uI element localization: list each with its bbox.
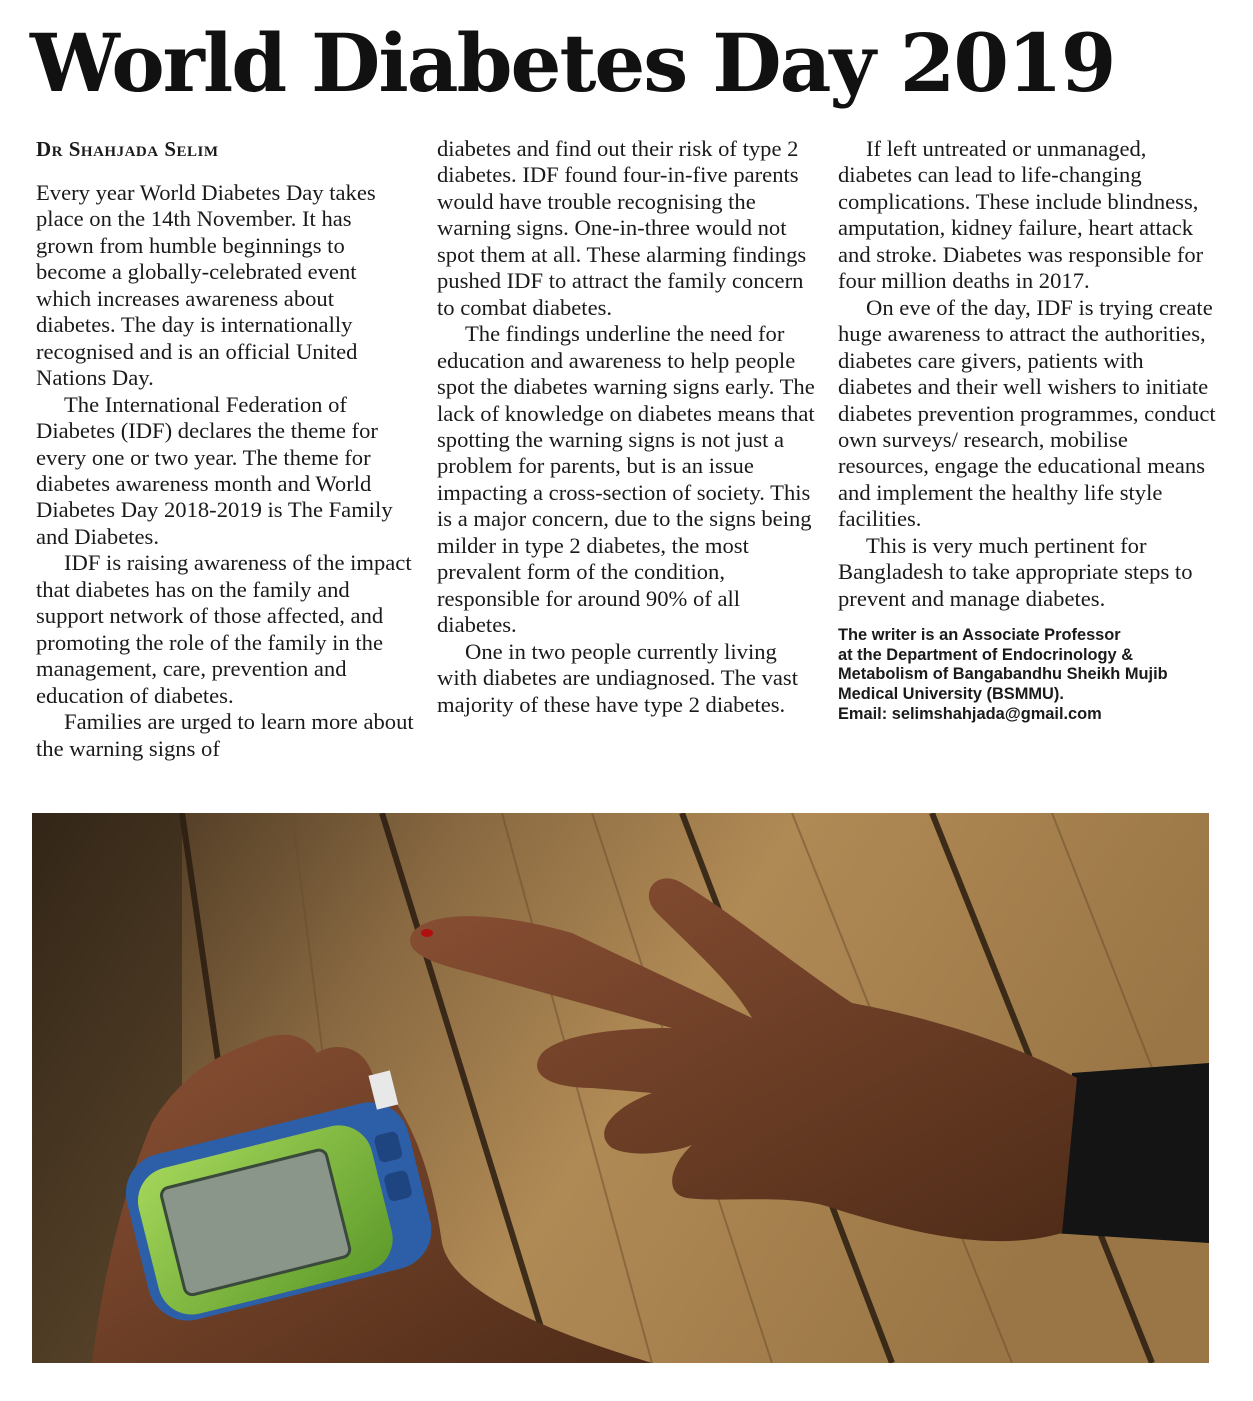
author-byline: Dr Shahjada Selim	[36, 137, 219, 161]
paragraph: Families are urged to learn more about the warning signs of	[36, 709, 414, 761]
paragraph: On eve of the day, IDF is trying create huge awareness to attract the authorities, diabetes care givers, patients with diabetes and their well wishers to initiate diabetes prevention programmes, conduct own surveys/ research, mobilise resources, engage the educational means and implement the healthy life style facilities.	[838, 294, 1216, 532]
blood-drop	[421, 929, 433, 937]
headline: World Diabetes Day 2019	[30, 16, 1115, 110]
article-photo	[32, 813, 1209, 1363]
article-column-3	[838, 136, 1223, 724]
writer-note-line: Metabolism of Bangabandhu Sheikh Mujib	[838, 665, 1168, 684]
writer-note-line: The writer is an Associate Professor	[838, 626, 1121, 645]
writer-note-line: Medical University (BSMMU).	[838, 684, 1064, 703]
writer-email: Email: selimshahjada@gmail.com	[838, 704, 1102, 723]
paragraph: diabetes and find out their risk of type 2 diabetes. IDF found four-in-five parents would have trouble recognising the warning signs. One-in-three would not spot them at all. These alarming findings pushed IDF to attract the family concern to combat diabetes.	[437, 136, 807, 320]
paragraph: If left untreated or unmanaged, diabetes can lead to life-changing complications. These include blindness, amputation, kidney failure, heart attack and stroke. Diabetes was responsible for four million deaths in 2017.	[838, 136, 1204, 294]
paragraph: One in two people currently living with diabetes are undiagnosed. The vast majority of these have type 2 diabetes.	[437, 638, 798, 717]
paragraph: IDF is raising awareness of the impact that diabetes has on the family and support network of those affected, and promoting the role of the family in the management, care, prevention and education of diabetes.	[36, 550, 412, 708]
paragraph: This is very much pertinent for Bangladesh to take appropriate steps to prevent and manage diabetes.	[838, 532, 1193, 611]
article-column-1	[36, 136, 414, 762]
article-column-2	[437, 136, 817, 718]
paragraph: The International Federation of Diabetes (IDF) declares the theme for every one or two year. The theme for diabetes awareness month and World Diabetes Day 2018-2019 is The Family and Diabetes.	[36, 391, 393, 549]
writer-note	[838, 626, 1218, 724]
paragraph: The findings underline the need for education and awareness to help people spot the diabetes warning signs early. The lack of knowledge on diabetes means that spotting the warning signs is not just a problem for parents, but is an issue impacting a cross-section of society. This is a major concern, due to the signs being milder in type 2 diabetes, the most prevalent form of the condition, responsible for around 90% of all diabetes.	[437, 321, 815, 638]
glucose-meter-photo	[32, 813, 1209, 1363]
writer-note-line: at the Department of Endocrinology &	[838, 645, 1134, 664]
paragraph: Every year World Diabetes Day takes place on the 14th November. It has grown from humble beginnings to become a globally-celebrated event which increases awareness about diabetes. The day is internationally recognised and is an official United Nations Day.	[36, 180, 376, 391]
